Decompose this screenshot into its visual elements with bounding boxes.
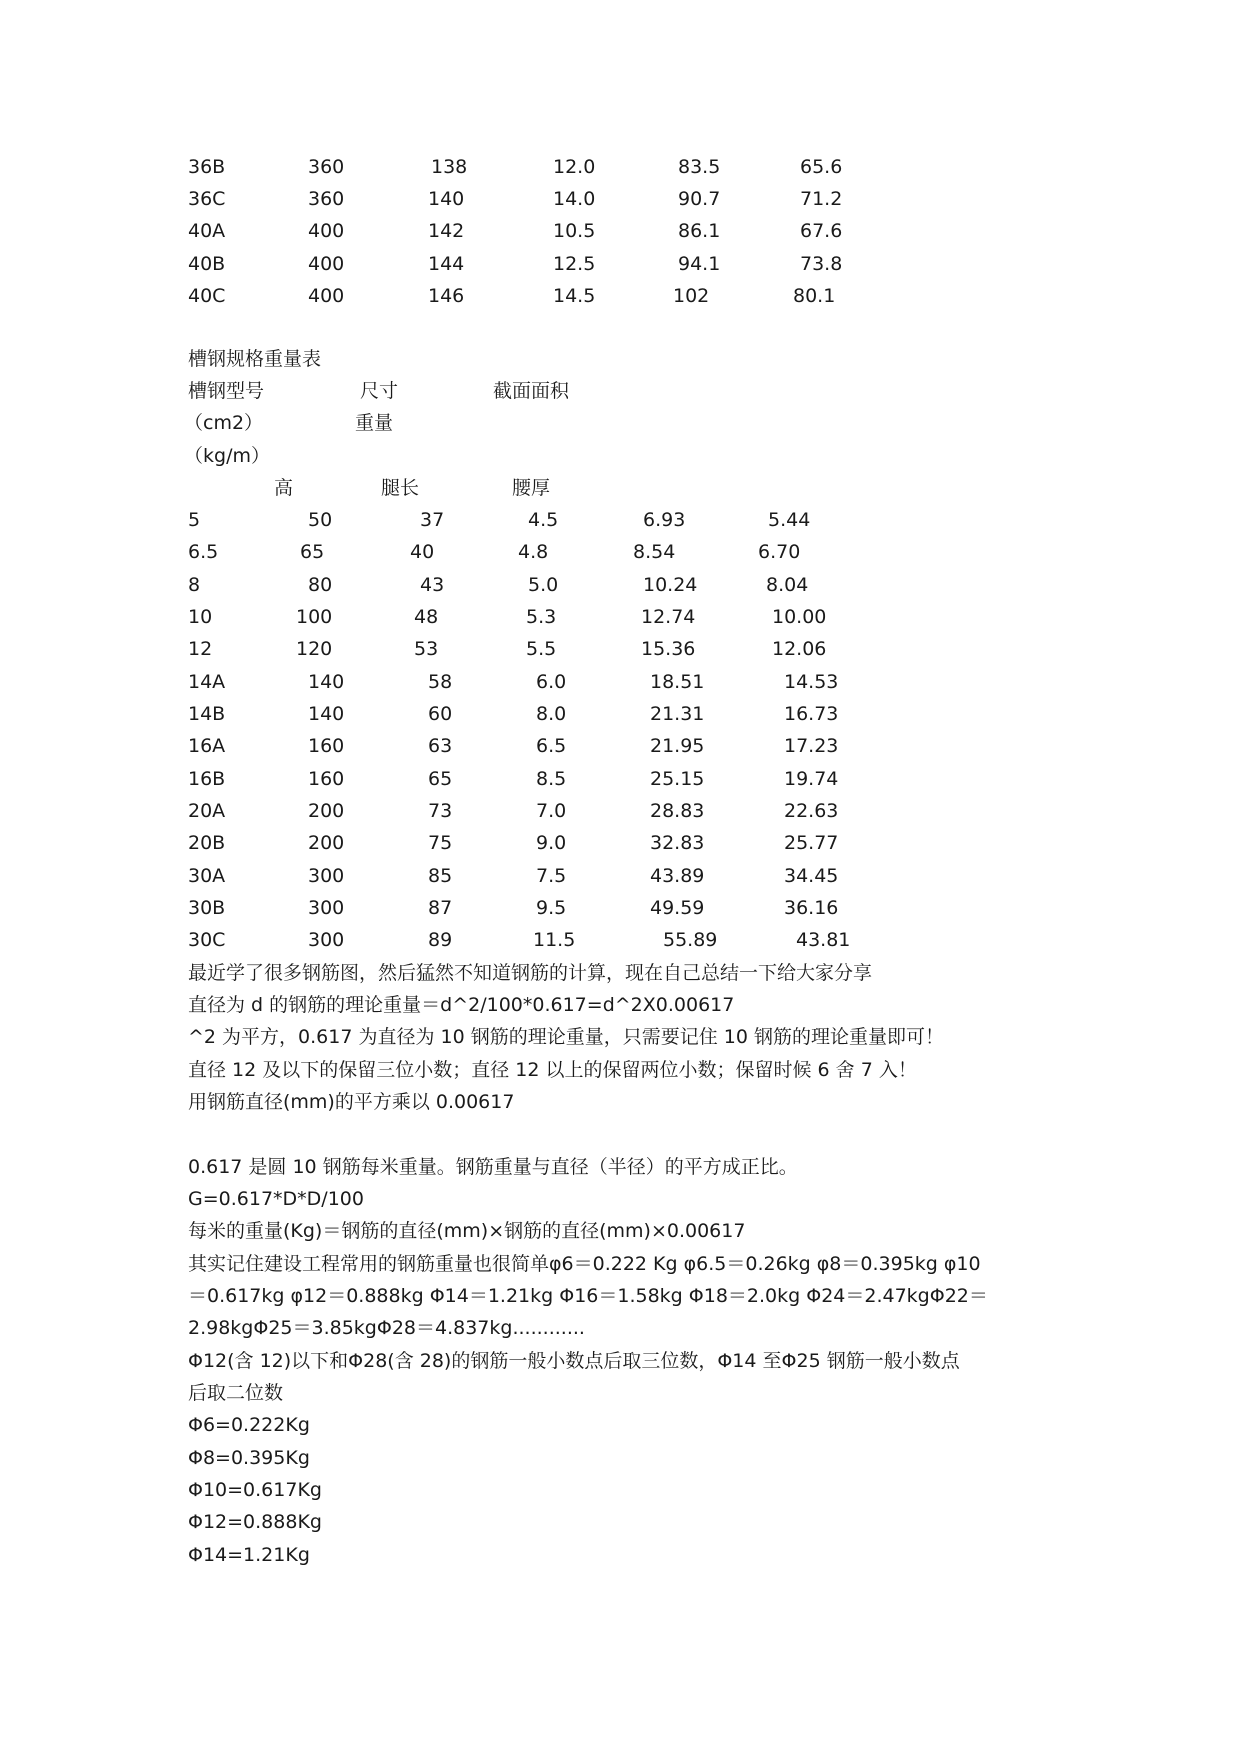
table-cell: 14.53 xyxy=(784,671,839,693)
table-row xyxy=(188,280,888,312)
table-cell: 30B xyxy=(188,897,226,919)
table-cell: 10.5 xyxy=(553,220,596,242)
table-cell: 36B xyxy=(188,156,226,178)
list-item: Φ6=0.222Kg xyxy=(188,1414,310,1436)
table-row xyxy=(188,601,888,633)
header-cell: 腿长 xyxy=(381,477,420,499)
table-cell: 360 xyxy=(308,156,345,178)
table-cell: 200 xyxy=(308,832,345,854)
table-cell: 43.81 xyxy=(796,929,851,951)
table-cell: 50 xyxy=(308,509,333,531)
table-row xyxy=(188,215,888,247)
table-row xyxy=(188,633,888,665)
table-cell: 14A xyxy=(188,671,226,693)
paragraph: 最近学了很多钢筋图，然后猛然不知道钢筋的计算，现在自己总结一下给大家分享 xyxy=(188,962,873,984)
table-cell: 40C xyxy=(188,285,226,307)
table-cell: 8.04 xyxy=(766,574,809,596)
table-cell: 146 xyxy=(428,285,465,307)
table-cell: 6.93 xyxy=(643,509,686,531)
table-cell: 12 xyxy=(188,638,213,660)
header-cell: （cm2） xyxy=(184,412,264,434)
table-cell: 43 xyxy=(420,574,445,596)
table-cell: 22.63 xyxy=(784,800,839,822)
list-item: Φ12=0.888Kg xyxy=(188,1511,322,1533)
table-cell: 9.5 xyxy=(536,897,567,919)
header-cell: 槽钢型号 xyxy=(188,380,265,402)
table-cell: 12.06 xyxy=(772,638,827,660)
table-cell: 5.0 xyxy=(528,574,559,596)
list-item: Φ8=0.395Kg xyxy=(188,1447,310,1469)
table-cell: 49.59 xyxy=(650,897,705,919)
table-row xyxy=(188,827,888,859)
table-cell: 4.8 xyxy=(518,541,549,563)
table-row xyxy=(188,924,888,956)
table-row xyxy=(188,536,888,568)
table-cell: 18.51 xyxy=(650,671,705,693)
table-row xyxy=(188,730,888,762)
header-cell: 重量 xyxy=(355,412,394,434)
table-cell: 60 xyxy=(428,703,453,725)
list-item: Φ14=1.21Kg xyxy=(188,1544,310,1566)
table-cell: 4.5 xyxy=(528,509,559,531)
table-cell: 85 xyxy=(428,865,453,887)
table-cell: 14.0 xyxy=(553,188,596,210)
table-cell: 12.5 xyxy=(553,253,596,275)
table-row xyxy=(188,795,888,827)
table-cell: 102 xyxy=(673,285,710,307)
table-cell: 6.70 xyxy=(758,541,801,563)
table-cell: 160 xyxy=(308,735,345,757)
table-cell: 10.24 xyxy=(643,574,698,596)
table-cell: 34.45 xyxy=(784,865,839,887)
table-cell: 7.0 xyxy=(536,800,567,822)
table-cell: 16B xyxy=(188,768,226,790)
table-cell: 30A xyxy=(188,865,226,887)
table-cell: 6.5 xyxy=(188,541,219,563)
table-cell: 8.54 xyxy=(633,541,676,563)
table-cell: 400 xyxy=(308,220,345,242)
header-cell: 尺寸 xyxy=(360,380,399,402)
table-cell: 94.1 xyxy=(678,253,721,275)
table-row xyxy=(188,698,888,730)
table-cell: 300 xyxy=(308,929,345,951)
table-cell: 140 xyxy=(428,188,465,210)
table-cell: 73.8 xyxy=(800,253,843,275)
table-cell: 37 xyxy=(420,509,445,531)
table-cell: 40 xyxy=(410,541,435,563)
table-cell: 87 xyxy=(428,897,453,919)
table-cell: 14B xyxy=(188,703,226,725)
table-cell: 20B xyxy=(188,832,226,854)
paragraph: 0.617 是圆 10 钢筋每米重量。钢筋重量与直径（半径）的平方成正比。 xyxy=(188,1156,798,1178)
table-cell: 83.5 xyxy=(678,156,721,178)
table-row xyxy=(188,151,888,183)
list-item: Φ10=0.617Kg xyxy=(188,1479,322,1501)
table-cell: 12.74 xyxy=(641,606,696,628)
paragraph: Φ12(含 12)以下和Φ28(含 28)的钢筋一般小数点后取三位数，Φ14 至Φ25 钢筋一般小数点 xyxy=(188,1350,960,1372)
table-cell: 5.3 xyxy=(526,606,557,628)
paragraph: 直径为 d 的钢筋的理论重量＝d^2/100*0.617=d^2X0.00617 xyxy=(188,994,735,1016)
table-cell: 140 xyxy=(308,671,345,693)
table-row xyxy=(188,248,888,280)
table-cell: 5.44 xyxy=(768,509,811,531)
table-row xyxy=(188,183,888,215)
paragraph: 每米的重量(Kg)＝钢筋的直径(mm)×钢筋的直径(mm)×0.00617 xyxy=(188,1220,746,1242)
table-cell: 8 xyxy=(188,574,201,596)
table-cell: 80.1 xyxy=(793,285,836,307)
table-cell: 65 xyxy=(300,541,325,563)
table-cell: 100 xyxy=(296,606,333,628)
header-cell: 腰厚 xyxy=(512,477,551,499)
table-cell: 15.36 xyxy=(641,638,696,660)
table-cell: 16.73 xyxy=(784,703,839,725)
table-cell: 400 xyxy=(308,253,345,275)
header-cell: 截面面积 xyxy=(493,380,570,402)
table-cell: 360 xyxy=(308,188,345,210)
table-cell: 10.00 xyxy=(772,606,827,628)
table-cell: 12.0 xyxy=(553,156,596,178)
table-cell: 6.0 xyxy=(536,671,567,693)
table-cell: 16A xyxy=(188,735,226,757)
table-cell: 14.5 xyxy=(553,285,596,307)
table-cell: 32.83 xyxy=(650,832,705,854)
table-cell: 19.74 xyxy=(784,768,839,790)
paragraph: ^2 为平方，0.617 为直径为 10 钢筋的理论重量，只需要记住 10 钢筋的理论重量即可！ xyxy=(188,1026,944,1048)
table-cell: 11.5 xyxy=(533,929,576,951)
table-cell: 65 xyxy=(428,768,453,790)
paragraph: 用钢筋直径(mm)的平方乘以 0.00617 xyxy=(188,1091,515,1113)
table-cell: 90.7 xyxy=(678,188,721,210)
table-row xyxy=(188,666,888,698)
table-cell: 53 xyxy=(414,638,439,660)
table-cell: 75 xyxy=(428,832,453,854)
table-cell: 25.77 xyxy=(784,832,839,854)
header-cell: （kg/m） xyxy=(184,445,270,467)
paragraph: ＝0.617kg φ12＝0.888kg Φ14＝1.21kg Φ16＝1.58kg Φ18＝2.0kg Φ24＝2.47kgΦ22＝ xyxy=(188,1285,988,1307)
table-cell: 200 xyxy=(308,800,345,822)
formula: G=0.617*D*D/100 xyxy=(188,1188,364,1210)
table-cell: 73 xyxy=(428,800,453,822)
table-cell: 8.5 xyxy=(536,768,567,790)
table-cell: 160 xyxy=(308,768,345,790)
table-cell: 10 xyxy=(188,606,213,628)
table-cell: 20A xyxy=(188,800,226,822)
table-header xyxy=(184,407,888,439)
table-cell: 400 xyxy=(308,285,345,307)
table-cell: 8.0 xyxy=(536,703,567,725)
table-cell: 142 xyxy=(428,220,465,242)
table-cell: 300 xyxy=(308,897,345,919)
table-cell: 6.5 xyxy=(536,735,567,757)
table-cell: 138 xyxy=(431,156,468,178)
table-cell: 120 xyxy=(296,638,333,660)
table-cell: 86.1 xyxy=(678,220,721,242)
table-cell: 89 xyxy=(428,929,453,951)
section-title: 槽钢规格重量表 xyxy=(188,348,322,370)
table-row xyxy=(188,860,888,892)
table-row xyxy=(188,504,888,536)
paragraph: 2.98kgΦ25＝3.85kgΦ28＝4.837kg............ xyxy=(188,1317,585,1339)
table-cell: 9.0 xyxy=(536,832,567,854)
table-cell: 28.83 xyxy=(650,800,705,822)
table-cell: 5 xyxy=(188,509,201,531)
table-cell: 40B xyxy=(188,253,226,275)
table-cell: 58 xyxy=(428,671,453,693)
table-cell: 140 xyxy=(308,703,345,725)
table-cell: 48 xyxy=(414,606,439,628)
table-cell: 7.5 xyxy=(536,865,567,887)
paragraph: 直径 12 及以下的保留三位小数；直径 12 以上的保留两位小数；保留时候 6 舍 7 入！ xyxy=(188,1059,917,1081)
table-cell: 21.95 xyxy=(650,735,705,757)
table-cell: 5.5 xyxy=(526,638,557,660)
table-cell: 65.6 xyxy=(800,156,843,178)
table-cell: 67.6 xyxy=(800,220,843,242)
paragraph: 其实记住建设工程常用的钢筋重量也很简单φ6＝0.222 Kg φ6.5＝0.26kg φ8＝0.395kg φ10 xyxy=(188,1253,981,1275)
table-cell: 80 xyxy=(308,574,333,596)
table-header xyxy=(188,375,888,407)
table-cell: 21.31 xyxy=(650,703,705,725)
header-cell: 高 xyxy=(274,477,294,499)
table-cell: 71.2 xyxy=(800,188,843,210)
table-cell: 17.23 xyxy=(784,735,839,757)
table-cell: 43.89 xyxy=(650,865,705,887)
table-cell: 144 xyxy=(428,253,465,275)
table-cell: 30C xyxy=(188,929,226,951)
table-header xyxy=(188,472,888,504)
table-cell: 55.89 xyxy=(663,929,718,951)
table-cell: 25.15 xyxy=(650,768,705,790)
table-row xyxy=(188,763,888,795)
table-row xyxy=(188,569,888,601)
table-cell: 36.16 xyxy=(784,897,839,919)
paragraph: 后取二位数 xyxy=(188,1382,284,1404)
table-row xyxy=(188,892,888,924)
table-cell: 63 xyxy=(428,735,453,757)
table-cell: 36C xyxy=(188,188,226,210)
table-cell: 300 xyxy=(308,865,345,887)
table-cell: 40A xyxy=(188,220,226,242)
